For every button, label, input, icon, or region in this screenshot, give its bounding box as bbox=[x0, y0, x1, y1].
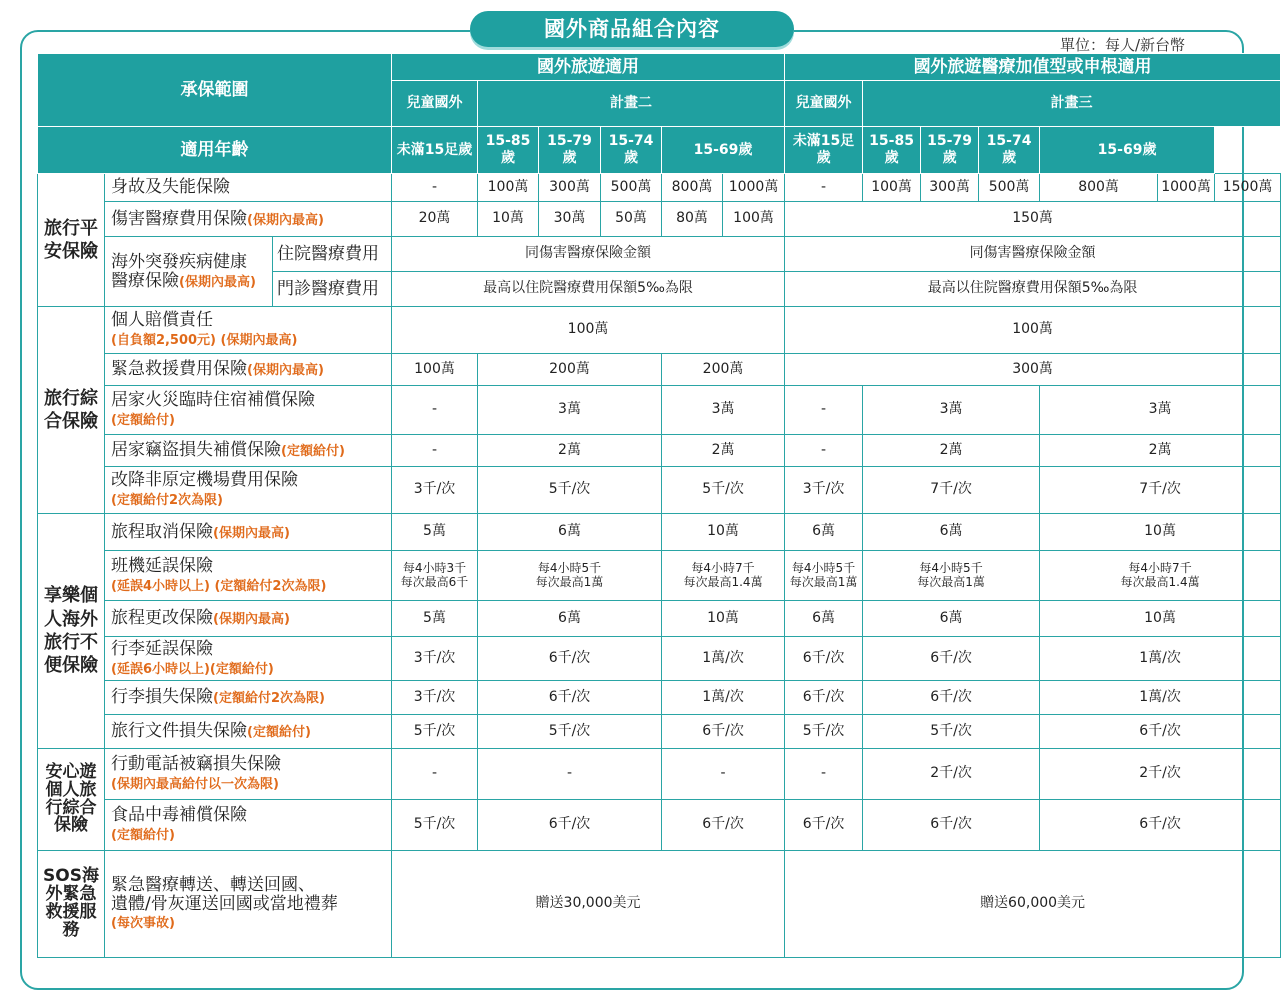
cell: 1500萬 bbox=[1215, 174, 1281, 202]
cell: 10萬 bbox=[662, 601, 785, 637]
cell: 3千/次 bbox=[392, 467, 478, 514]
header-plan-a: 計畫二 bbox=[478, 81, 785, 127]
cell: 最高以住院醫療費用保額5‰為限 bbox=[392, 272, 785, 307]
table-row bbox=[38, 202, 1281, 237]
row-label: 緊急醫療轉送、轉送回國、 遺體/骨灰運送回國或當地禮葬 (每次事故) bbox=[105, 851, 392, 958]
cell: 3萬 bbox=[1040, 386, 1281, 435]
header-child-a: 兒童國外 bbox=[392, 81, 478, 127]
cell: - bbox=[392, 435, 478, 467]
cell: 50萬 bbox=[601, 202, 662, 237]
cell: 3千/次 bbox=[392, 681, 478, 715]
cell: 2萬 bbox=[662, 435, 785, 467]
row-label: 行動電話被竊損失保險 (保期內最高給付以一次為限) bbox=[105, 749, 392, 800]
cell: - bbox=[392, 749, 478, 800]
cell: 同傷害醫療保險金額 bbox=[392, 237, 785, 272]
table-row bbox=[38, 467, 1281, 514]
coverage-table bbox=[37, 53, 1281, 958]
cell: - bbox=[785, 174, 863, 202]
row-label: 個人賠償責任 (自負額2,500元) (保期內最高) bbox=[105, 307, 392, 354]
cell: 10萬 bbox=[1040, 601, 1281, 637]
table-row bbox=[38, 681, 1281, 715]
cell: 6萬 bbox=[785, 514, 863, 551]
cell: 6千/次 bbox=[662, 800, 785, 851]
cell: 1000萬 bbox=[723, 174, 785, 202]
cell: 6千/次 bbox=[863, 681, 1040, 715]
row-label: 旅程取消保險(保期內最高) bbox=[105, 514, 392, 551]
cell: 6千/次 bbox=[662, 715, 785, 749]
table-row bbox=[38, 435, 1281, 467]
cell: 6千/次 bbox=[863, 637, 1040, 681]
row-label: 傷害醫療費用保險(保期內最高) bbox=[105, 202, 392, 237]
cell: 100萬 bbox=[863, 174, 921, 202]
row-label: 海外突發疾病健康 醫療保險(保期內最高) bbox=[105, 237, 273, 307]
cell: 300萬 bbox=[921, 174, 979, 202]
cell: 5千/次 bbox=[478, 467, 662, 514]
cell: 6萬 bbox=[478, 514, 662, 551]
row-label: 班機延誤保險 (延誤4小時以上) (定額給付2次為限) bbox=[105, 551, 392, 601]
cell: 贈送30,000美元 bbox=[392, 851, 785, 958]
cell: 5千/次 bbox=[785, 715, 863, 749]
section-label: 旅行綜合保險 bbox=[38, 307, 105, 514]
unit-label: 單位：每人/新台幣 bbox=[1060, 36, 1186, 54]
cell: 2千/次 bbox=[1040, 749, 1281, 800]
cell: 500萬 bbox=[979, 174, 1040, 202]
cell: 同傷害醫療保險金額 bbox=[785, 237, 1281, 272]
cell: 6千/次 bbox=[785, 681, 863, 715]
cell: 6千/次 bbox=[1040, 800, 1281, 851]
cell: - bbox=[662, 749, 785, 800]
cell: 150萬 bbox=[785, 202, 1281, 237]
cell: 5千/次 bbox=[662, 467, 785, 514]
row-label: 身故及失能保險 bbox=[105, 174, 392, 202]
cell: 3千/次 bbox=[392, 637, 478, 681]
header-age: 適用年齡 bbox=[38, 127, 392, 174]
section-label: 安心遊個人旅行綜合保險 bbox=[38, 749, 105, 851]
cell: 5千/次 bbox=[392, 715, 478, 749]
row-label: 旅程更改保險(保期內最高) bbox=[105, 601, 392, 637]
cell: 10萬 bbox=[1040, 514, 1281, 551]
cell: 10萬 bbox=[662, 514, 785, 551]
row-label: 居家竊盜損失補償保險(定額給付) bbox=[105, 435, 392, 467]
header-group-b: 國外旅遊醫療加值型或申根適用 bbox=[785, 54, 1281, 81]
cell: 6千/次 bbox=[785, 637, 863, 681]
cell: 100萬 bbox=[392, 307, 785, 354]
age-a-2: 15-79歲 bbox=[539, 127, 601, 174]
table-row bbox=[38, 307, 1281, 354]
cell: - bbox=[785, 386, 863, 435]
age-b-2: 15-79歲 bbox=[921, 127, 979, 174]
cell: 7千/次 bbox=[1040, 467, 1281, 514]
cell: 6萬 bbox=[785, 601, 863, 637]
cell: - bbox=[392, 174, 478, 202]
cell: 6千/次 bbox=[1040, 715, 1281, 749]
table-row bbox=[38, 749, 1281, 800]
cell: 5千/次 bbox=[392, 800, 478, 851]
cell: 1萬/次 bbox=[662, 637, 785, 681]
cell: 每4小時5千 每次最高1萬 bbox=[863, 551, 1040, 601]
table-row bbox=[38, 354, 1281, 386]
cell: 3萬 bbox=[863, 386, 1040, 435]
section-label: 享樂個人海外旅行不便保險 bbox=[38, 514, 105, 749]
table-row bbox=[38, 851, 1281, 958]
row-sublabel: 門診醫療費用 bbox=[273, 272, 392, 307]
cell: 每4小時7千 每次最高1.4萬 bbox=[1040, 551, 1281, 601]
row-label: 居家火災臨時住宿補償保險 (定額給付) bbox=[105, 386, 392, 435]
table-row bbox=[38, 800, 1281, 851]
cell: 1萬/次 bbox=[1040, 637, 1281, 681]
cell: 2萬 bbox=[1040, 435, 1281, 467]
cell: 1000萬 bbox=[1158, 174, 1215, 202]
cell: 100萬 bbox=[478, 174, 539, 202]
header-group-a: 國外旅遊適用 bbox=[392, 54, 785, 81]
age-a-0: 未滿15足歲 bbox=[392, 127, 478, 174]
cell: 6千/次 bbox=[478, 681, 662, 715]
section-label: 旅行平安保險 bbox=[38, 174, 105, 307]
cell: 最高以住院醫療費用保額5‰為限 bbox=[785, 272, 1281, 307]
cell: 5萬 bbox=[392, 514, 478, 551]
row-label: 食品中毒補償保險 (定額給付) bbox=[105, 800, 392, 851]
header-plan-b: 計畫三 bbox=[863, 81, 1281, 127]
age-b-4: 15-69歲 bbox=[1040, 127, 1215, 174]
age-b-0: 未滿15足歲 bbox=[785, 127, 863, 174]
age-b-3: 15-74歲 bbox=[979, 127, 1040, 174]
cell: 200萬 bbox=[478, 354, 662, 386]
cell: - bbox=[785, 435, 863, 467]
cell: 20萬 bbox=[392, 202, 478, 237]
row-label: 行李延誤保險 (延誤6小時以上)(定額給付) bbox=[105, 637, 392, 681]
cell: 每4小時5千 每次最高1萬 bbox=[478, 551, 662, 601]
cell: 80萬 bbox=[662, 202, 723, 237]
cell: 100萬 bbox=[723, 202, 785, 237]
cell: 每4小時3千 每次最高6千 bbox=[392, 551, 478, 601]
age-a-3: 15-74歲 bbox=[601, 127, 662, 174]
cell: 1萬/次 bbox=[1040, 681, 1281, 715]
cell: 6千/次 bbox=[863, 800, 1040, 851]
table-row bbox=[38, 514, 1281, 551]
age-a-4: 15-69歲 bbox=[662, 127, 785, 174]
cell: 6萬 bbox=[863, 601, 1040, 637]
cell: 3萬 bbox=[478, 386, 662, 435]
cell: 3萬 bbox=[662, 386, 785, 435]
cell: 贈送60,000美元 bbox=[785, 851, 1281, 958]
cell: 200萬 bbox=[662, 354, 785, 386]
cell: 800萬 bbox=[1040, 174, 1158, 202]
cell: 300萬 bbox=[785, 354, 1281, 386]
cell: 6千/次 bbox=[478, 800, 662, 851]
row-sublabel: 住院醫療費用 bbox=[273, 237, 392, 272]
cell: 2萬 bbox=[478, 435, 662, 467]
row-label: 改降非原定機場費用保險 (定額給付2次為限) bbox=[105, 467, 392, 514]
header-scope: 承保範圍 bbox=[38, 54, 392, 127]
cell: 100萬 bbox=[785, 307, 1281, 354]
cell: - bbox=[478, 749, 662, 800]
cell: 800萬 bbox=[662, 174, 723, 202]
page-title: 國外商品組合內容 bbox=[470, 11, 794, 47]
table-row bbox=[38, 386, 1281, 435]
cell: 5萬 bbox=[392, 601, 478, 637]
cell: 300萬 bbox=[539, 174, 601, 202]
age-a-1: 15-85歲 bbox=[478, 127, 539, 174]
table-row bbox=[38, 551, 1281, 601]
cell: - bbox=[392, 386, 478, 435]
table-row bbox=[38, 174, 1281, 202]
cell: 100萬 bbox=[392, 354, 478, 386]
cell: - bbox=[785, 749, 863, 800]
cell: 3千/次 bbox=[785, 467, 863, 514]
cell: 6千/次 bbox=[478, 637, 662, 681]
table-row bbox=[38, 715, 1281, 749]
age-b-1: 15-85歲 bbox=[863, 127, 921, 174]
cell: 5千/次 bbox=[478, 715, 662, 749]
cell: 1萬/次 bbox=[662, 681, 785, 715]
cell: 每4小時7千 每次最高1.4萬 bbox=[662, 551, 785, 601]
cell: 每4小時5千 每次最高1萬 bbox=[785, 551, 863, 601]
cell: 5千/次 bbox=[863, 715, 1040, 749]
row-label: 旅行文件損失保險(定額給付) bbox=[105, 715, 392, 749]
row-label: 緊急救援費用保險(保期內最高) bbox=[105, 354, 392, 386]
table-row bbox=[38, 601, 1281, 637]
cell: 30萬 bbox=[539, 202, 601, 237]
table-row bbox=[38, 237, 1281, 272]
table-row bbox=[38, 637, 1281, 681]
cell: 6千/次 bbox=[785, 800, 863, 851]
cell: 500萬 bbox=[601, 174, 662, 202]
cell: 2萬 bbox=[863, 435, 1040, 467]
cell: 7千/次 bbox=[863, 467, 1040, 514]
cell: 2千/次 bbox=[863, 749, 1040, 800]
header-child-b: 兒童國外 bbox=[785, 81, 863, 127]
section-label: SOS海外緊急救援服務 bbox=[38, 851, 105, 958]
cell: 6萬 bbox=[478, 601, 662, 637]
cell: 10萬 bbox=[478, 202, 539, 237]
row-label: 行李損失保險(定額給付2次為限) bbox=[105, 681, 392, 715]
cell: 6萬 bbox=[863, 514, 1040, 551]
